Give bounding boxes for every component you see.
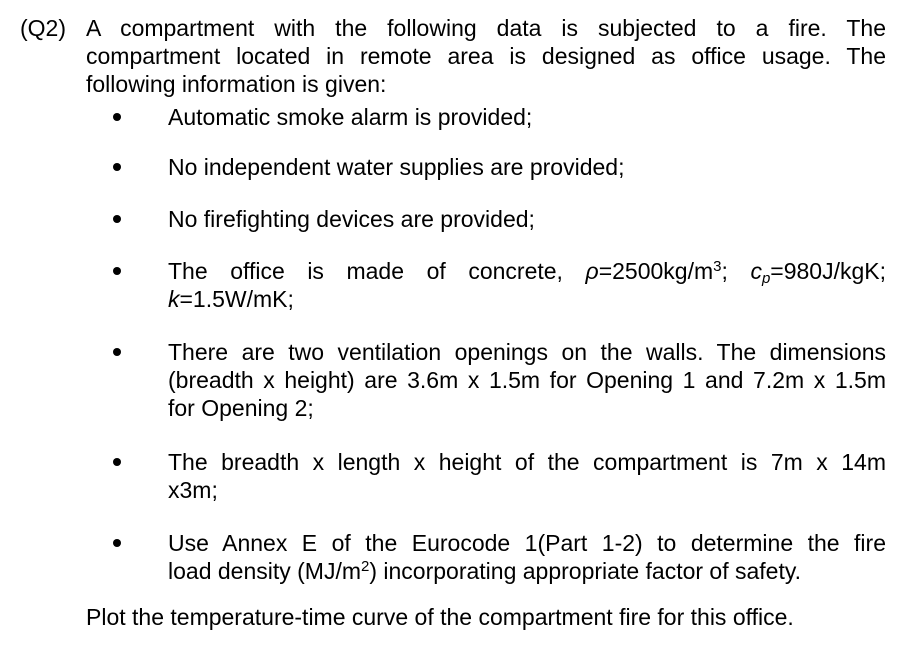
bullet-5-line-1: There are two ventilation openings on the walls. The dimensions — [168, 339, 886, 365]
bullet-5-dot — [113, 348, 121, 356]
bullet-4-dot — [113, 267, 121, 275]
intro-line-3: following information is given: — [86, 71, 387, 97]
question-number: (Q2) — [20, 15, 66, 41]
bullet-3-dot — [113, 215, 121, 223]
specific-heat-value: $c_p=980J$/kgK; — [750, 258, 886, 287]
intro-line-2: compartment located in remote area is designed as office usage. The — [86, 43, 886, 69]
bullet-3-text: No firefighting devices are provided; — [168, 206, 535, 232]
conductivity-value: k=1.5W/mK; — [168, 286, 294, 312]
bullet-4-line-1 — [168, 257, 886, 285]
bullet-7-line-2: load density $(MJ/m^2)$ incorporating appropriate factor of safety. — [168, 558, 802, 584]
intro-line-1: A compartment with the following data is subjected to a fire. The — [86, 15, 886, 41]
bullet-6-dot — [113, 458, 121, 466]
bullet-7-dot — [113, 539, 121, 547]
bullet-2-text: No independent water supplies are provided; — [168, 154, 625, 180]
bullet-6-line-2: x3m; — [168, 477, 218, 503]
bullet-2-dot — [113, 163, 121, 171]
bullet-1-text: Automatic smoke alarm is provided; — [168, 104, 533, 130]
density-value: $\rho=2500kg/m^3$; — [585, 258, 728, 284]
closing-instruction: Plot the temperature-time curve of the compartment fire for this office. — [86, 604, 794, 630]
bullet-5-line-2: (breadth x height) are 3.6m x 1.5m for Opening 1 and 7.2m x 1.5m — [168, 367, 886, 393]
bullet-5-line-3: for Opening 2; — [168, 395, 314, 421]
bullet-1-dot — [113, 113, 121, 121]
bullet-4-material: The office is made of concrete, — [168, 258, 563, 284]
bullet-6-line-1: The breadth x length x height of the compartment is 7m x 14m — [168, 449, 886, 475]
bullet-7-line-1: Use Annex E of the Eurocode 1(Part 1-2) to determine the fire — [168, 530, 886, 556]
